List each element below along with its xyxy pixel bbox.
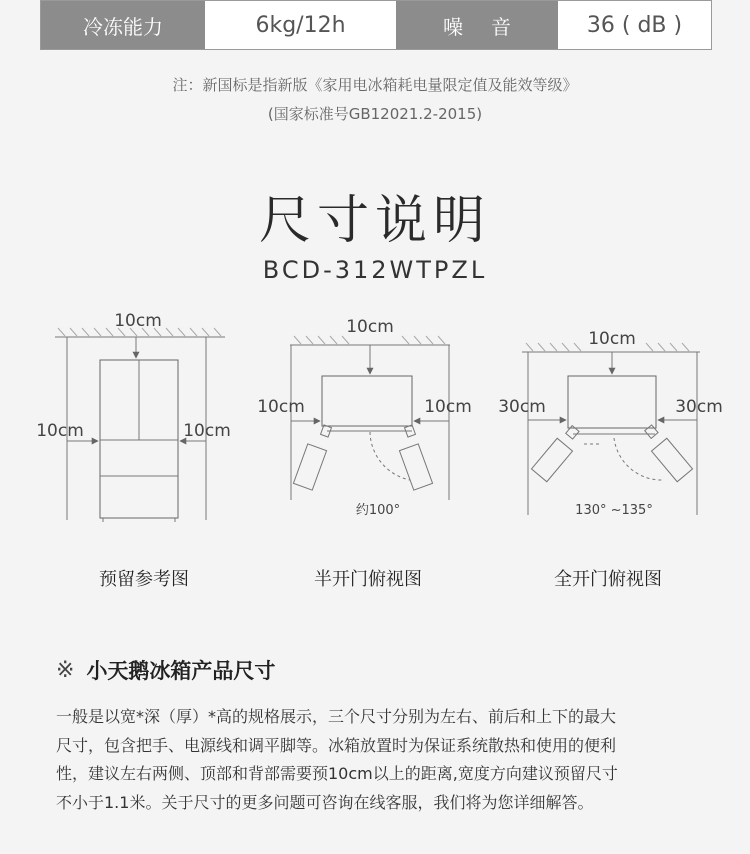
reference-mark-icon: ※ — [56, 657, 75, 683]
dimension-diagrams — [0, 300, 750, 560]
full-open-left-gap: 30cm — [498, 397, 546, 417]
size-description — [56, 703, 696, 817]
reserve-left-gap: 10cm — [36, 421, 84, 441]
description-line: 性，建议左右两侧、顶部和背部需要预10cm以上的距离,宽度方向建议预留尺寸 — [56, 764, 618, 783]
section-title: 小天鹅冰箱产品尺寸 — [86, 659, 276, 683]
reserve-caption: 预留参考图 — [99, 569, 189, 590]
full-open-right-gap: 30cm — [675, 397, 723, 417]
model-number: BCD-312WTPZL — [262, 256, 488, 284]
half-open-right-gap: 10cm — [424, 397, 472, 417]
reserve-top-gap: 10cm — [114, 311, 162, 331]
standard-note: 注：新国标是指新版《家用电冰箱耗电量限定值及能效等级》 — [172, 76, 578, 94]
noise-value: 36 ( dB ) — [586, 12, 683, 38]
description-line: 尺寸，包含把手、电源线和调平脚等。冰箱放置时为保证系统散热和使用的便利 — [56, 735, 617, 755]
noise-label: 噪音 — [396, 1, 558, 49]
page-title: 尺寸说明 — [258, 191, 491, 251]
half-open-top-gap: 10cm — [346, 317, 394, 337]
half-open-diagram — [290, 336, 450, 500]
half-open-left-gap: 10cm — [257, 397, 305, 417]
description-line: 一般是以宽*深（厚）*高的规格展示，三个尺寸分别为左右、前后和上下的最大 — [56, 707, 617, 726]
section-heading — [56, 655, 275, 685]
full-open-diagram — [522, 343, 700, 515]
full-open-angle: 130° ~135° — [575, 503, 653, 518]
spec-table — [40, 0, 712, 50]
full-open-caption: 全开门俯视图 — [554, 569, 662, 590]
description-line: 不小于1.1米。关于尺寸的更多问题可咨询在线客服，我们将为您详细解答。 — [56, 792, 594, 812]
reserve-right-gap: 10cm — [183, 421, 231, 441]
half-open-caption: 半开门俯视图 — [314, 569, 422, 590]
freeze-capacity-label: 冷冻能力 — [41, 1, 205, 49]
half-open-angle: 约100° — [355, 503, 401, 518]
freeze-capacity-value: 6kg/12h — [255, 12, 346, 38]
standard-number-note: (国家标准号GB12021.2-2015) — [267, 105, 483, 123]
full-open-top-gap: 10cm — [588, 329, 636, 349]
